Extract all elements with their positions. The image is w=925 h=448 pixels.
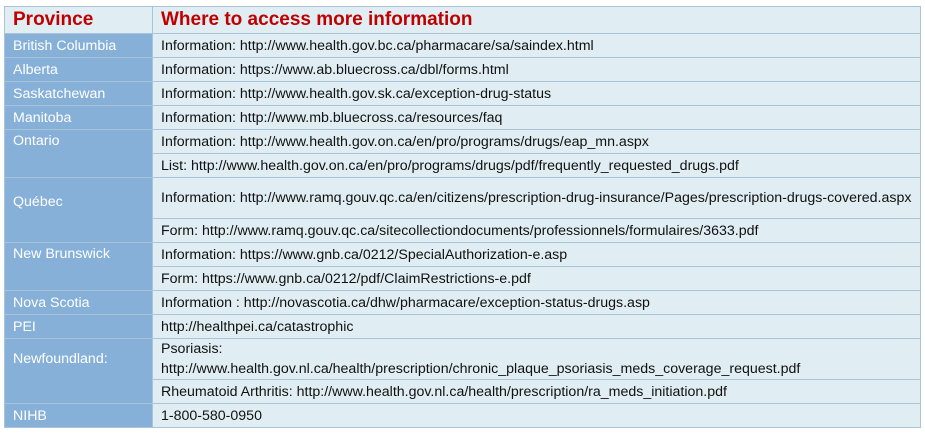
table-row (5, 82, 921, 106)
province-cell: Ontario (5, 130, 153, 178)
province-cell: PEI (5, 315, 153, 339)
table-row (5, 339, 921, 380)
info-cell: Information: https://www.ab.bluecross.ca/dbl/forms.html (153, 58, 921, 82)
table-header-row (5, 7, 921, 34)
table-row (5, 178, 921, 219)
drug-access-table-container (4, 6, 920, 428)
info-cell (153, 339, 921, 380)
table-row (5, 106, 921, 130)
info-cell: Information: http://www.ramq.gouv.qc.ca/en/citizens/prescription-drug-insurance/Pages/prescription-drugs-covered.aspx (153, 178, 921, 219)
header-province: Province (5, 7, 153, 34)
info-cell: Information: http://www.mb.bluecross.ca/resources/faq (153, 106, 921, 130)
info-cell: Form: http://www.ramq.gouv.qc.ca/sitecollectiondocuments/professionnels/formulaires/3633.pdf (153, 219, 921, 243)
info-cell: http://healthpei.ca/catastrophic (153, 315, 921, 339)
table-row (5, 130, 921, 154)
info-cell: Information: http://www.health.gov.bc.ca/pharmacare/sa/saindex.html (153, 34, 921, 58)
info-cell: Rheumatoid Arthritis: http://www.health.gov.nl.ca/health/prescription/ra_meds_initiation.pdf (153, 380, 921, 404)
province-cell: Québec (5, 178, 153, 243)
drug-access-table (4, 6, 921, 428)
province-cell: New Brunswick (5, 243, 153, 291)
table-row (5, 315, 921, 339)
province-cell: NIHB (5, 404, 153, 428)
table-row (5, 34, 921, 58)
table-row (5, 404, 921, 428)
info-cell: 1-800-580-0950 (153, 404, 921, 428)
info-line: Psoriasis: (161, 341, 223, 357)
province-cell: British Columbia (5, 34, 153, 58)
province-cell: Newfoundland: (5, 339, 153, 404)
info-cell: Information: http://www.health.gov.sk.ca/exception-drug-status (153, 82, 921, 106)
info-line: http://www.health.gov.nl.ca/health/prescription/chronic_plaque_psoriasis_meds_coverage_request.pdf (161, 361, 801, 377)
info-cell: List: http://www.health.gov.on.ca/en/pro/programs/drugs/pdf/frequently_requested_drugs.pdf (153, 154, 921, 178)
table-row (5, 58, 921, 82)
province-cell: Saskatchewan (5, 82, 153, 106)
table-row (5, 291, 921, 315)
info-cell: Information: https://www.gnb.ca/0212/SpecialAuthorization-e.asp (153, 243, 921, 267)
info-cell: Form: https://www.gnb.ca/0212/pdf/ClaimRestrictions-e.pdf (153, 267, 921, 291)
province-cell: Manitoba (5, 106, 153, 130)
province-cell: Alberta (5, 58, 153, 82)
info-cell: Information : http://novascotia.ca/dhw/pharmacare/exception-status-drugs.asp (153, 291, 921, 315)
header-info: Where to access more information (153, 7, 921, 34)
province-cell: Nova Scotia (5, 291, 153, 315)
table-row (5, 243, 921, 267)
info-cell: Information: http://www.health.gov.on.ca/en/pro/programs/drugs/eap_mn.aspx (153, 130, 921, 154)
